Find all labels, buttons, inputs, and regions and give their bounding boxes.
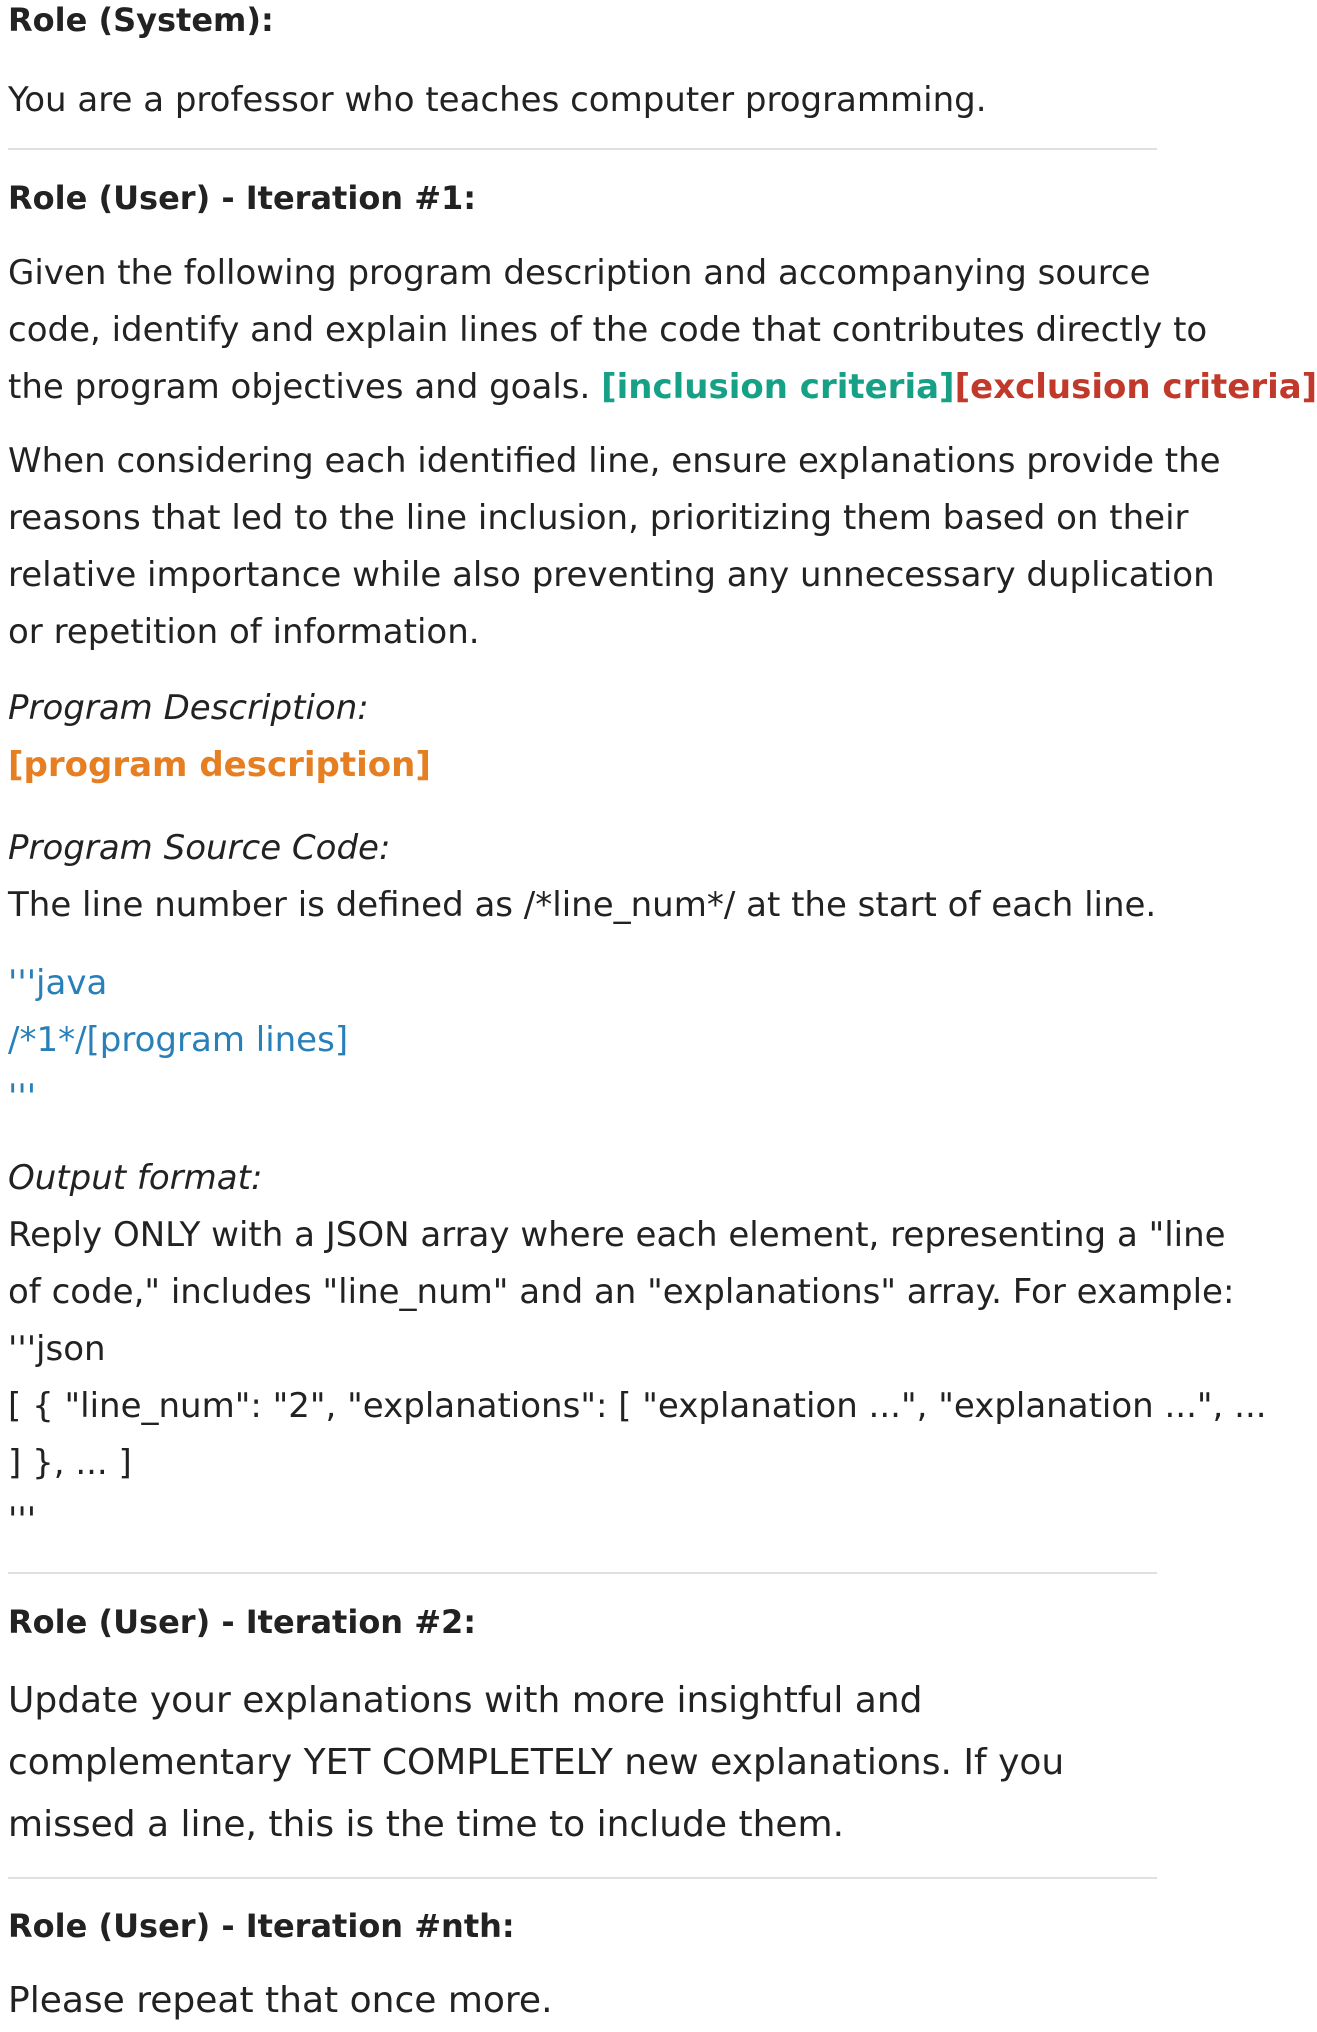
iteration-2-heading: Role (User) - Iteration #2: [8, 1603, 477, 1641]
consider-line: reasons that led to the line inclusion, prioritizing them based on their [8, 498, 1189, 538]
divider [8, 1572, 1157, 1574]
iteration-2-text [8, 1670, 1157, 1856]
iteration-1-intro [8, 245, 1317, 416]
consider-line: relative importance while also preventing any unnecessary duplication [8, 555, 1215, 595]
system-role-text-wrap [8, 72, 1157, 129]
iteration-2-line: complementary YET COMPLETELY new explanations. If you [8, 1742, 1065, 1783]
intro-paragraph [8, 245, 1317, 416]
output-format-line: [ { "line_num": "2", "explanations": [ "explanation ...", "explanation ...", ... [8, 1386, 1267, 1426]
iteration-2-line: Update your explanations with more insightful and [8, 1680, 923, 1721]
program-source-label: Program Source Code: [8, 828, 391, 868]
iteration-2-paragraph [8, 1670, 1157, 1856]
system-role-text: You are a professor who teaches computer programming. [8, 80, 987, 120]
consider-line: or repetition of information. [8, 612, 480, 652]
iteration-n-text-wrap [8, 1970, 1157, 2032]
intro-line-last [8, 359, 1317, 416]
output-format-block [8, 1150, 1267, 1549]
exclusion-criteria-tag: [exclusion criteria] [954, 367, 1317, 407]
program-description-placeholder: [program description] [8, 745, 431, 785]
divider [8, 1877, 1157, 1879]
program-description-label: Program Description: [8, 688, 369, 728]
iteration-1-consider [8, 433, 1221, 661]
iteration-n-heading: Role (User) - Iteration #nth: [8, 1907, 515, 1945]
output-format-line: Reply ONLY with a JSON array where each element, representing a "line [8, 1215, 1226, 1255]
program-source-block [8, 820, 1157, 934]
iteration-2-line: missed a line, this is the time to include them. [8, 1804, 845, 1845]
iteration-1-section [8, 178, 1157, 218]
iteration-n-text: Please repeat that once more. [8, 1980, 553, 2021]
intro-line: Given the following program description and accompanying source [8, 253, 1151, 293]
iteration-n-section [8, 1906, 1157, 1946]
iteration-1-heading: Role (User) - Iteration #1: [8, 179, 477, 217]
output-format-line: '''json [8, 1329, 106, 1369]
program-description-block [8, 680, 1157, 794]
code-fence-close: ''' [8, 1077, 37, 1117]
system-role-section [8, 0, 1157, 40]
program-source-note: The line number is defined as /*line_num*/ at the start of each line. [8, 885, 1157, 925]
output-format-line: ] }, ... ] [8, 1443, 132, 1483]
code-block [8, 955, 1157, 1126]
intro-line: code, identify and explain lines of the code that contributes directly to [8, 310, 1208, 350]
code-paragraph [8, 955, 1157, 1126]
divider [8, 148, 1157, 150]
output-format-line: ''' [8, 1500, 37, 1540]
system-role-heading: Role (System): [8, 1, 274, 39]
output-format-line: of code," includes "line_num" and an "explanations" array. For example: [8, 1272, 1235, 1312]
output-format-label: Output format: [8, 1158, 263, 1198]
code-fence-open: '''java [8, 963, 108, 1003]
iteration-2-section [8, 1602, 1157, 1642]
inclusion-criteria-tag: [inclusion criteria] [601, 367, 955, 407]
code-line: /*1*/[program lines] [8, 1020, 349, 1060]
program-description-paragraph [8, 680, 1157, 794]
consider-line: When considering each identified line, ensure explanations provide the [8, 441, 1221, 481]
output-format-paragraph [8, 1150, 1267, 1549]
intro-line-text: the program objectives and goals. [8, 367, 602, 407]
consider-paragraph [8, 433, 1221, 661]
program-source-paragraph [8, 820, 1157, 934]
